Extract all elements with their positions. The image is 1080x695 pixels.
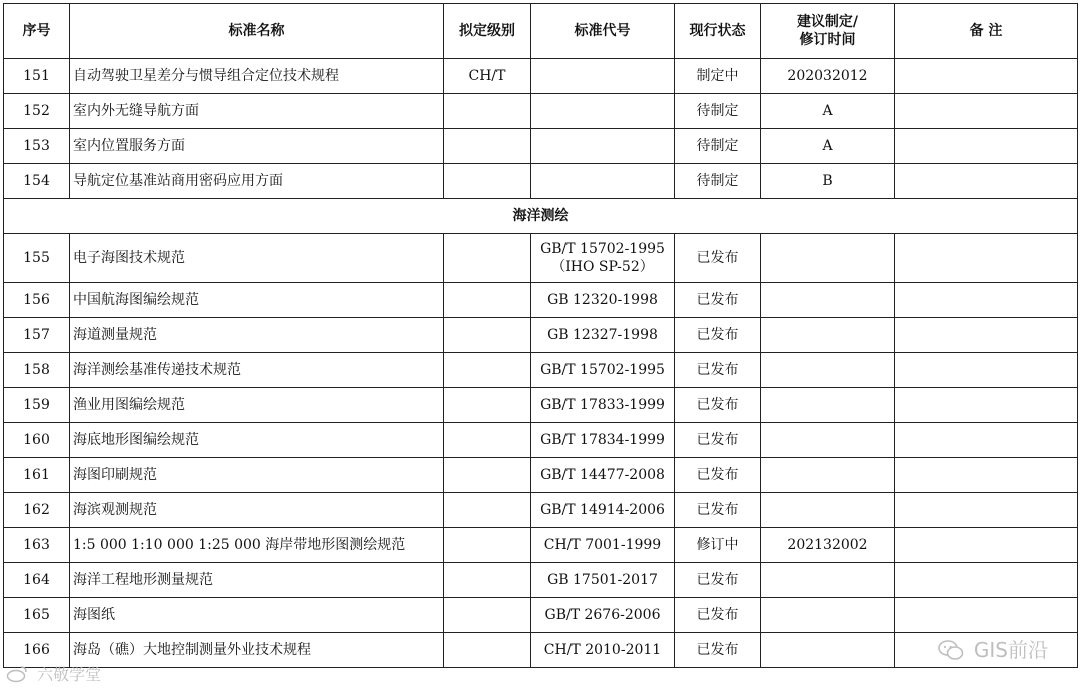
- cell-name: 中国航海图编绘规范: [70, 283, 444, 318]
- cell-no: 153: [4, 129, 70, 164]
- cell-code-line1: GB/T 15702-1995: [540, 241, 665, 257]
- cell-code: [531, 94, 675, 129]
- cell-name: 海图印刷规范: [70, 458, 444, 493]
- table-row: [4, 458, 1078, 493]
- cell-no: 164: [4, 563, 70, 598]
- cell-time: A: [761, 94, 895, 129]
- header-time: [761, 4, 895, 59]
- table-row: [4, 94, 1078, 129]
- cell-name: 电子海图技术规范: [70, 234, 444, 283]
- cell-no: 161: [4, 458, 70, 493]
- cell-status: 已发布: [675, 353, 761, 388]
- cell-status: 修订中: [675, 528, 761, 563]
- cell-level: [444, 563, 531, 598]
- cell-no: 166: [4, 633, 70, 668]
- cell-level: CH/T: [444, 59, 531, 94]
- cell-level: [444, 423, 531, 458]
- table-row: [4, 633, 1078, 668]
- cell-no: 165: [4, 598, 70, 633]
- cell-status: 已发布: [675, 234, 761, 283]
- cell-name: 海岛（礁）大地控制测量外业技术规程: [70, 633, 444, 668]
- cell-code: [531, 164, 675, 199]
- cell-name: 海图纸: [70, 598, 444, 633]
- header-no: 序号: [4, 4, 70, 59]
- header-name: 标准名称: [70, 4, 444, 59]
- cell-time: [761, 234, 895, 283]
- table-row: [4, 423, 1078, 458]
- section-row: [4, 199, 1078, 234]
- cell-status: 已发布: [675, 563, 761, 598]
- cell-status: 已发布: [675, 458, 761, 493]
- cell-code: GB 17501-2017: [531, 563, 675, 598]
- cell-remark: [895, 598, 1078, 633]
- table-row: [4, 353, 1078, 388]
- cell-no: 156: [4, 283, 70, 318]
- cell-code: GB/T 15702-1995: [531, 353, 675, 388]
- cell-time: [761, 423, 895, 458]
- cell-status: 已发布: [675, 388, 761, 423]
- cell-no: 162: [4, 493, 70, 528]
- cell-time: [761, 458, 895, 493]
- cell-level: [444, 458, 531, 493]
- cell-level: [444, 598, 531, 633]
- cell-code: [531, 129, 675, 164]
- cell-remark: [895, 234, 1078, 283]
- cell-time: [761, 388, 895, 423]
- cell-remark: [895, 528, 1078, 563]
- cell-code: [531, 59, 675, 94]
- table-row: [4, 528, 1078, 563]
- cell-time: [761, 493, 895, 528]
- header-time-line1: 建议制定/: [796, 14, 859, 30]
- cell-remark: [895, 563, 1078, 598]
- table-row: [4, 493, 1078, 528]
- cell-time: 202132002: [761, 528, 895, 563]
- cell-remark: [895, 59, 1078, 94]
- table-row: [4, 283, 1078, 318]
- cell-name: 室内位置服务方面: [70, 129, 444, 164]
- cell-level: [444, 493, 531, 528]
- cell-name: 室内外无缝导航方面: [70, 94, 444, 129]
- cell-time: B: [761, 164, 895, 199]
- header-remark: 备 注: [895, 4, 1078, 59]
- cell-remark: [895, 493, 1078, 528]
- cell-name: 1:5 000 1:10 000 1:25 000 海岸带地形图测绘规范: [70, 528, 444, 563]
- cell-remark: [895, 633, 1078, 668]
- cell-name: 海滨观测规范: [70, 493, 444, 528]
- cell-time: [761, 283, 895, 318]
- cell-status: 待制定: [675, 129, 761, 164]
- cell-code: GB/T 2676-2006: [531, 598, 675, 633]
- cell-name: 海底地形图编绘规范: [70, 423, 444, 458]
- cell-no: 151: [4, 59, 70, 94]
- cell-remark: [895, 388, 1078, 423]
- cell-no: 160: [4, 423, 70, 458]
- cell-level: [444, 528, 531, 563]
- cell-name: 导航定位基准站商用密码应用方面: [70, 164, 444, 199]
- cell-status: 已发布: [675, 493, 761, 528]
- cell-code: GB/T 17834-1999: [531, 423, 675, 458]
- cell-time: A: [761, 129, 895, 164]
- cell-code: GB/T 14477-2008: [531, 458, 675, 493]
- cell-code: GB/T 14914-2006: [531, 493, 675, 528]
- cell-name: 自动驾驶卫星差分与惯导组合定位技术规程: [70, 59, 444, 94]
- cell-name: 渔业用图编绘规范: [70, 388, 444, 423]
- cell-level: [444, 283, 531, 318]
- cell-time: [761, 318, 895, 353]
- cell-no: 163: [4, 528, 70, 563]
- header-status: 现行状态: [675, 4, 761, 59]
- table-row: [4, 598, 1078, 633]
- cell-no: 154: [4, 164, 70, 199]
- cell-code: GB 12320-1998: [531, 283, 675, 318]
- cell-level: [444, 234, 531, 283]
- cell-time: [761, 598, 895, 633]
- cell-status: 已发布: [675, 633, 761, 668]
- cell-level: [444, 94, 531, 129]
- standards-table: [3, 3, 1078, 668]
- cell-name: 海洋工程地形测量规范: [70, 563, 444, 598]
- cell-status: 制定中: [675, 59, 761, 94]
- cell-no: 152: [4, 94, 70, 129]
- cell-code: GB 12327-1998: [531, 318, 675, 353]
- cell-code: CH/T 2010-2011: [531, 633, 675, 668]
- cell-status: 已发布: [675, 283, 761, 318]
- cell-remark: [895, 423, 1078, 458]
- cell-code-line2: （IHO SP-52）: [551, 259, 654, 275]
- section-title: 海洋测绘: [4, 199, 1078, 234]
- cell-name: 海道测量规范: [70, 318, 444, 353]
- cell-level: [444, 164, 531, 199]
- cell-status: 已发布: [675, 423, 761, 458]
- table-row: [4, 318, 1078, 353]
- cell-remark: [895, 94, 1078, 129]
- cell-level: [444, 318, 531, 353]
- cell-remark: [895, 318, 1078, 353]
- cell-remark: [895, 129, 1078, 164]
- cell-remark: [895, 164, 1078, 199]
- cell-remark: [895, 458, 1078, 493]
- cell-time: [761, 563, 895, 598]
- watermark-right-text: GIS前沿: [973, 638, 1048, 662]
- cell-no: 157: [4, 318, 70, 353]
- cell-status: 待制定: [675, 164, 761, 199]
- cell-name: 海洋测绘基准传递技术规范: [70, 353, 444, 388]
- cell-level: [444, 633, 531, 668]
- table-row: [4, 563, 1078, 598]
- cell-code: [531, 234, 675, 283]
- cell-status: 已发布: [675, 318, 761, 353]
- table-row: [4, 234, 1078, 283]
- table-row: [4, 129, 1078, 164]
- header-time-line2: 修订时间: [799, 32, 856, 48]
- table-row: [4, 388, 1078, 423]
- cell-time: 202032012: [761, 59, 895, 94]
- cell-code: GB/T 17833-1999: [531, 388, 675, 423]
- header-level: 拟定级别: [444, 4, 531, 59]
- cell-remark: [895, 353, 1078, 388]
- cell-no: 158: [4, 353, 70, 388]
- watermark-left-text: 六敬学堂: [37, 665, 102, 684]
- table-header-row: [4, 4, 1078, 59]
- cell-no: 155: [4, 234, 70, 283]
- cell-status: 已发布: [675, 598, 761, 633]
- table-row: [4, 164, 1078, 199]
- cell-time: [761, 633, 895, 668]
- cell-no: 159: [4, 388, 70, 423]
- header-code: 标准代号: [531, 4, 675, 59]
- cell-remark: [895, 283, 1078, 318]
- cell-status: 待制定: [675, 94, 761, 129]
- cell-level: [444, 353, 531, 388]
- cell-time: [761, 353, 895, 388]
- table-row: [4, 59, 1078, 94]
- cell-code: CH/T 7001-1999: [531, 528, 675, 563]
- cell-level: [444, 388, 531, 423]
- cell-level: [444, 129, 531, 164]
